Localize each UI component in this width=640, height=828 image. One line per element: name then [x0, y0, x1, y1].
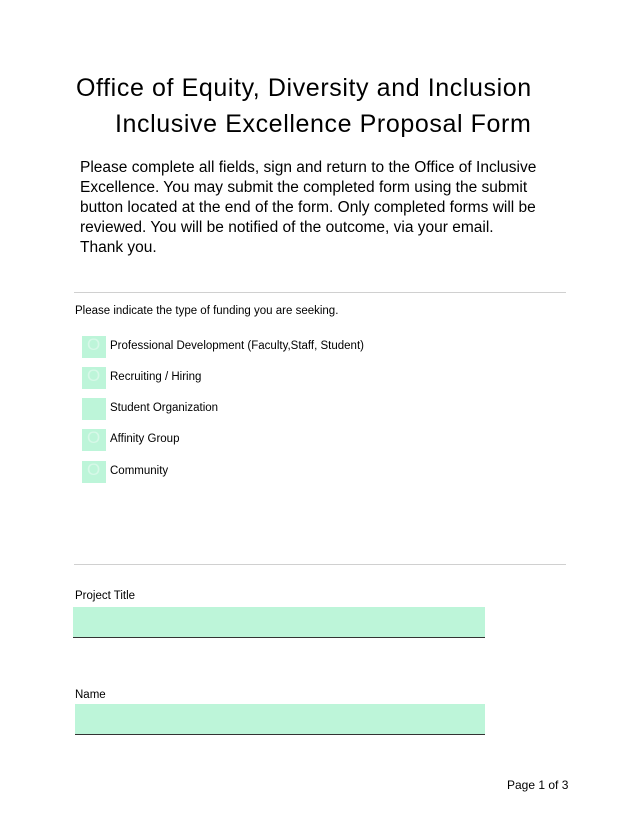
radio-button[interactable]	[82, 429, 106, 451]
funding-option-professional-development[interactable]	[82, 336, 402, 358]
intro-instructions	[80, 158, 550, 258]
option-label: Recruiting / Hiring	[110, 371, 202, 383]
radio-circle-icon: O	[87, 428, 101, 447]
option-label: Community	[110, 465, 169, 477]
option-label: Student Organization	[110, 402, 219, 414]
section-divider	[74, 292, 566, 293]
intro-thanks: Thank you.	[80, 239, 157, 256]
radio-button[interactable]	[82, 367, 106, 389]
project-title-input[interactable]	[73, 607, 485, 638]
name-input[interactable]	[75, 704, 485, 735]
page-title: Office of Equity, Diversity and Inclusion	[76, 74, 532, 102]
option-label: Professional Development (Faculty,Staff, Student)	[110, 340, 364, 352]
page-subtitle: Inclusive Excellence Proposal Form	[115, 110, 532, 138]
intro-text: Please complete all fields, sign and return to the Office of Inclusive Excellence. You may submit the completed form using the submit button located at the end of the form. Only completed forms will be reviewed. You will be notified of the outcome, via your email.	[80, 159, 537, 236]
section-divider	[74, 564, 566, 565]
funding-type-prompt: Please indicate the type of funding you are seeking.	[75, 305, 339, 317]
funding-option-community[interactable]	[82, 461, 402, 483]
radio-button[interactable]	[82, 336, 106, 358]
radio-circle-icon: O	[87, 366, 101, 385]
radio-button[interactable]	[82, 461, 106, 483]
radio-circle-icon: O	[87, 460, 101, 479]
radio-button[interactable]	[82, 398, 106, 420]
funding-option-affinity-group[interactable]	[82, 429, 402, 451]
option-label: Affinity Group	[110, 433, 180, 445]
page-indicator: Page 1 of 3	[507, 778, 569, 792]
project-title-label: Project Title	[75, 590, 136, 602]
radio-circle-icon: O	[87, 335, 101, 354]
name-label: Name	[75, 689, 106, 701]
funding-option-student-organization[interactable]	[82, 398, 402, 420]
funding-option-recruiting-hiring[interactable]	[82, 367, 402, 389]
